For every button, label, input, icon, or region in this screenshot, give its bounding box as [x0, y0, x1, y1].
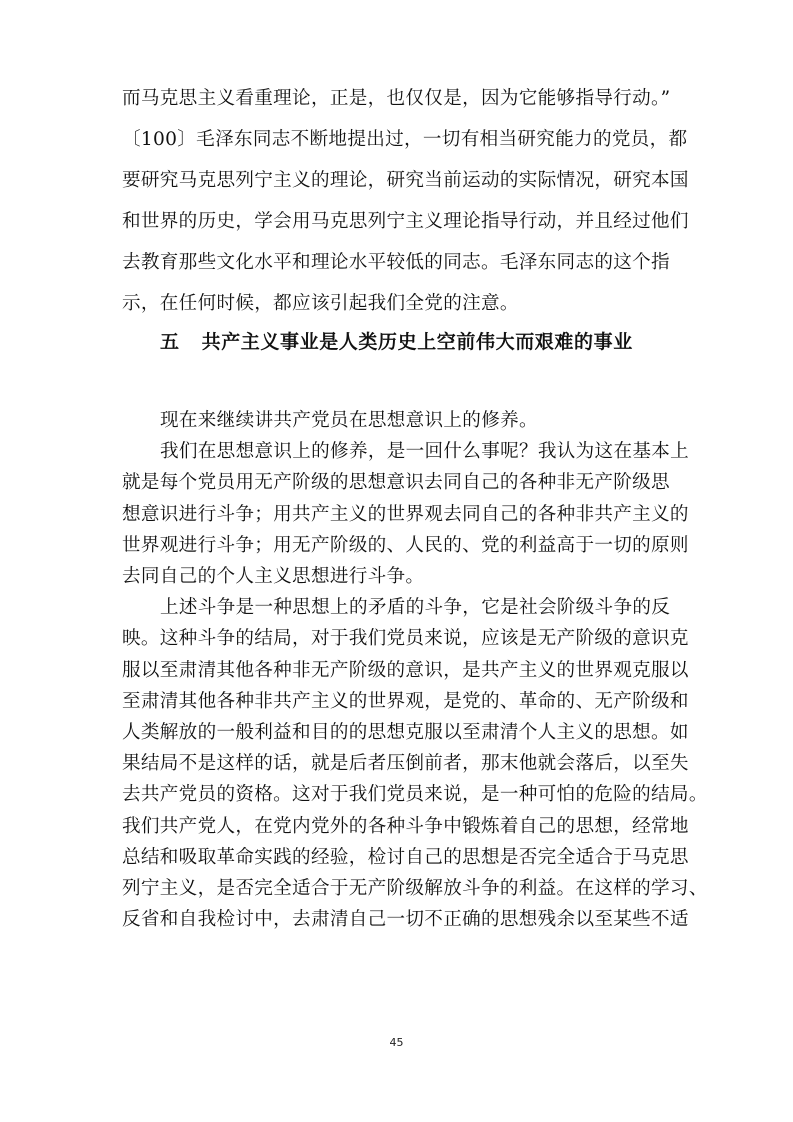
page-number: 45 [389, 1036, 404, 1049]
section-title: 共产主义事业是人类历史上空前伟大而艰难的事业 [201, 331, 633, 353]
text-line: 我们共产党人，在党内党外的各种斗争中锻炼着自己的思想，经常地 [122, 816, 689, 837]
text-line: 我们在思想意识上的修养，是一回什么事呢？我认为这在基本上 [160, 441, 690, 462]
text-line: 上述斗争是一种思想上的矛盾的斗争，它是社会阶级斗争的反 [160, 597, 671, 618]
text-line: 而马克思主义看重理论，正是，也仅仅是，因为它能够指导行动。” [122, 88, 671, 109]
text-line: 映。这种斗争的结局，对于我们党员来说，应该是无产阶级的意识克 [122, 628, 689, 649]
text-line: 果结局不是这样的话，就是后者压倒前者，那末他就会落后，以至失 [122, 753, 689, 774]
text-line: 服以至肃清其他各种非无产阶级的意识，是共产主义的世界观克服以 [122, 660, 689, 681]
text-line: 就是每个党员用无产阶级的思想意识去同自己的各种非无产阶级思 [122, 472, 670, 493]
text-line: 示，在任何时候，都应该引起我们全党的注意。 [122, 293, 519, 314]
text-line: 人类解放的一般利益和目的的思想克服以至肃清个人主义的思想。如 [122, 722, 689, 743]
text-line: 世界观进行斗争；用无产阶级的、人民的、党的利益高于一切的原则 [122, 535, 689, 556]
section-heading [160, 326, 633, 358]
text-line: 去教育那些文化水平和理论水平较低的同志。毛泽东同志的这个指 [122, 252, 670, 273]
section-number: 五 [160, 331, 180, 353]
text-line: 至肃清其他各种非共产主义的世界观，是党的、革命的、无产阶级和 [122, 691, 689, 712]
text-line: 和世界的历史，学会用马克思列宁主义理论指导行动，并且经过他们 [122, 211, 689, 232]
text-line: 列宁主义，是否完全适合于无产阶级解放斗争的利益。在这样的学习、 [122, 878, 708, 899]
text-line: 去共产党员的资格。这对于我们党员来说，是一种可怕的危险的结局。 [122, 784, 708, 805]
text-line: 想意识进行斗争；用共产主义的世界观去同自己的各种非共产主义的 [122, 504, 689, 525]
text-line: 现在来继续讲共产党员在思想意识上的修养。 [160, 410, 538, 431]
text-line: 反省和自我检讨中，去肃清自己一切不正确的思想残余以至某些不适 [122, 909, 689, 930]
text-line: 总结和吸取革命实践的经验，检讨自己的思想是否完全适合于马克思 [122, 847, 689, 868]
text-line: 去同自己的个人主义思想进行斗争。 [122, 566, 425, 587]
text-line: 〔100〕毛泽东同志不断地提出过，一切有相当研究能力的党员，都 [122, 129, 688, 150]
text-line: 要研究马克思列宁主义的理论，研究当前运动的实际情况，研究本国 [122, 170, 689, 191]
